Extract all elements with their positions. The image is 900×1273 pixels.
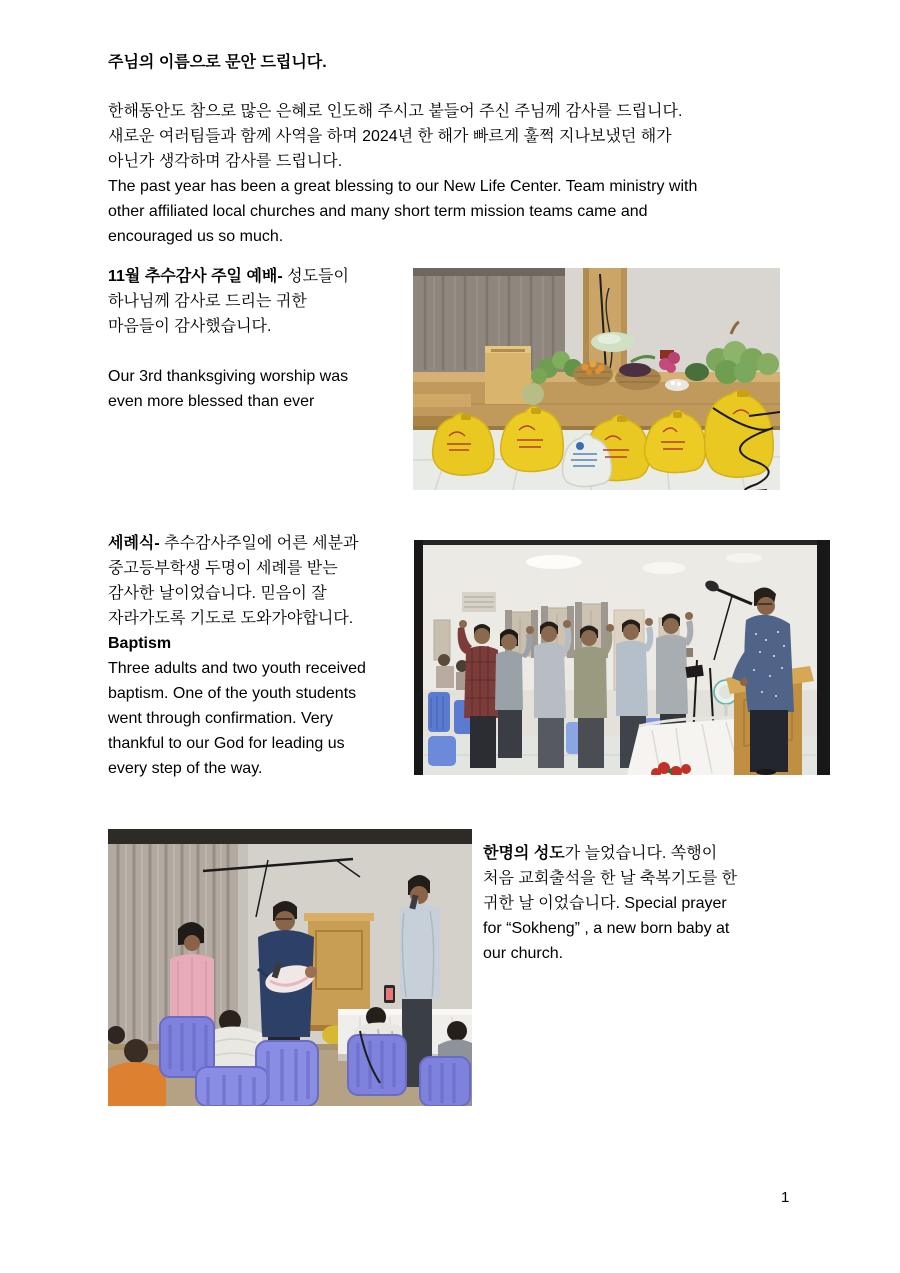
new-member-line: for “Sokheng” , a new born baby at xyxy=(483,920,730,937)
baptism-subheading: Baptism xyxy=(108,635,172,652)
baptism-english-line: went through confirmation. Very xyxy=(108,710,334,727)
thanksgiving-title-rest: 성도들이 xyxy=(282,268,349,285)
thanksgiving-section-text xyxy=(108,264,413,414)
intro-line-5: other affiliated local churches and many short term mission teams came and xyxy=(108,203,648,220)
thanksgiving-korean-line: 마음들이 감사했습니다. xyxy=(108,318,272,335)
new-member-title: 한명의 성도 xyxy=(483,845,565,862)
baptism-korean-line: 감사한 날이었습니다. 믿음이 잘 xyxy=(108,585,327,602)
baptism-title-rest: 추수감사주일에 어른 세분과 xyxy=(159,535,359,552)
baptism-service-photo xyxy=(414,540,830,775)
baptism-korean-line: 중고등부학생 두명이 세례를 받는 xyxy=(108,560,338,577)
new-member-line: our church. xyxy=(483,945,564,962)
baby-blessing-photo-image xyxy=(108,829,472,1106)
baptism-service-photo-image xyxy=(414,540,830,775)
intro-line-1: 한해동안도 참으로 많은 은혜로 인도해 주시고 붙들어 주신 주님께 감사를 드립니다. xyxy=(108,103,683,120)
intro-line-6: encouraged us so much. xyxy=(108,228,284,245)
new-member-title-line xyxy=(483,841,823,866)
baptism-title-line xyxy=(108,531,418,556)
baptism-english-line: baptism. One of the youth students xyxy=(108,685,357,702)
thanksgiving-english-line: even more blessed than ever xyxy=(108,393,315,410)
baby-blessing-photo xyxy=(108,829,472,1106)
intro-line-3: 아닌가 생각하며 감사를 드립니다. xyxy=(108,153,343,170)
intro-line-4: The past year has been a great blessing to our New Life Center. Team ministry with xyxy=(108,178,698,195)
page-number: 1 xyxy=(781,1189,790,1206)
baptism-english-line: every step of the way. xyxy=(108,760,263,777)
intro-paragraph xyxy=(108,99,838,249)
blank-line xyxy=(108,339,413,364)
intro-line-2: 새로운 여러팀들과 함께 사역을 하며 2024년 한 해가 빠르게 훌쩍 지나보냈던 해가 xyxy=(108,128,672,145)
new-member-line: 귀한 날 이었습니다. Special prayer xyxy=(483,895,727,912)
new-member-title-rest: 가 늘었습니다. 쏙행이 xyxy=(564,845,718,862)
new-member-line: 처음 교회출석을 한 날 축복기도를 한 xyxy=(483,870,738,887)
thanksgiving-korean-line: 하나님께 감사로 드리는 귀한 xyxy=(108,293,307,310)
greeting-heading: 주님의 이름으로 문안 드립니다. xyxy=(108,54,327,71)
thanksgiving-english-line: Our 3rd thanksgiving worship was xyxy=(108,368,349,385)
baptism-korean-line: 자라가도록 기도로 도와가야합니다. xyxy=(108,610,354,627)
baptism-section-text xyxy=(108,531,418,781)
thanksgiving-title: 11월 추수감사 주일 예배- xyxy=(108,268,283,285)
new-member-section-text xyxy=(483,841,823,966)
baptism-english-line: thankful to our God for leading us xyxy=(108,735,345,752)
thanksgiving-title-line xyxy=(108,264,413,289)
baptism-english-line: Three adults and two youth received xyxy=(108,660,366,677)
thanksgiving-offerings-photo xyxy=(413,268,780,490)
baptism-title: 세례식- xyxy=(108,535,160,552)
thanksgiving-offerings-photo-image xyxy=(413,268,780,490)
